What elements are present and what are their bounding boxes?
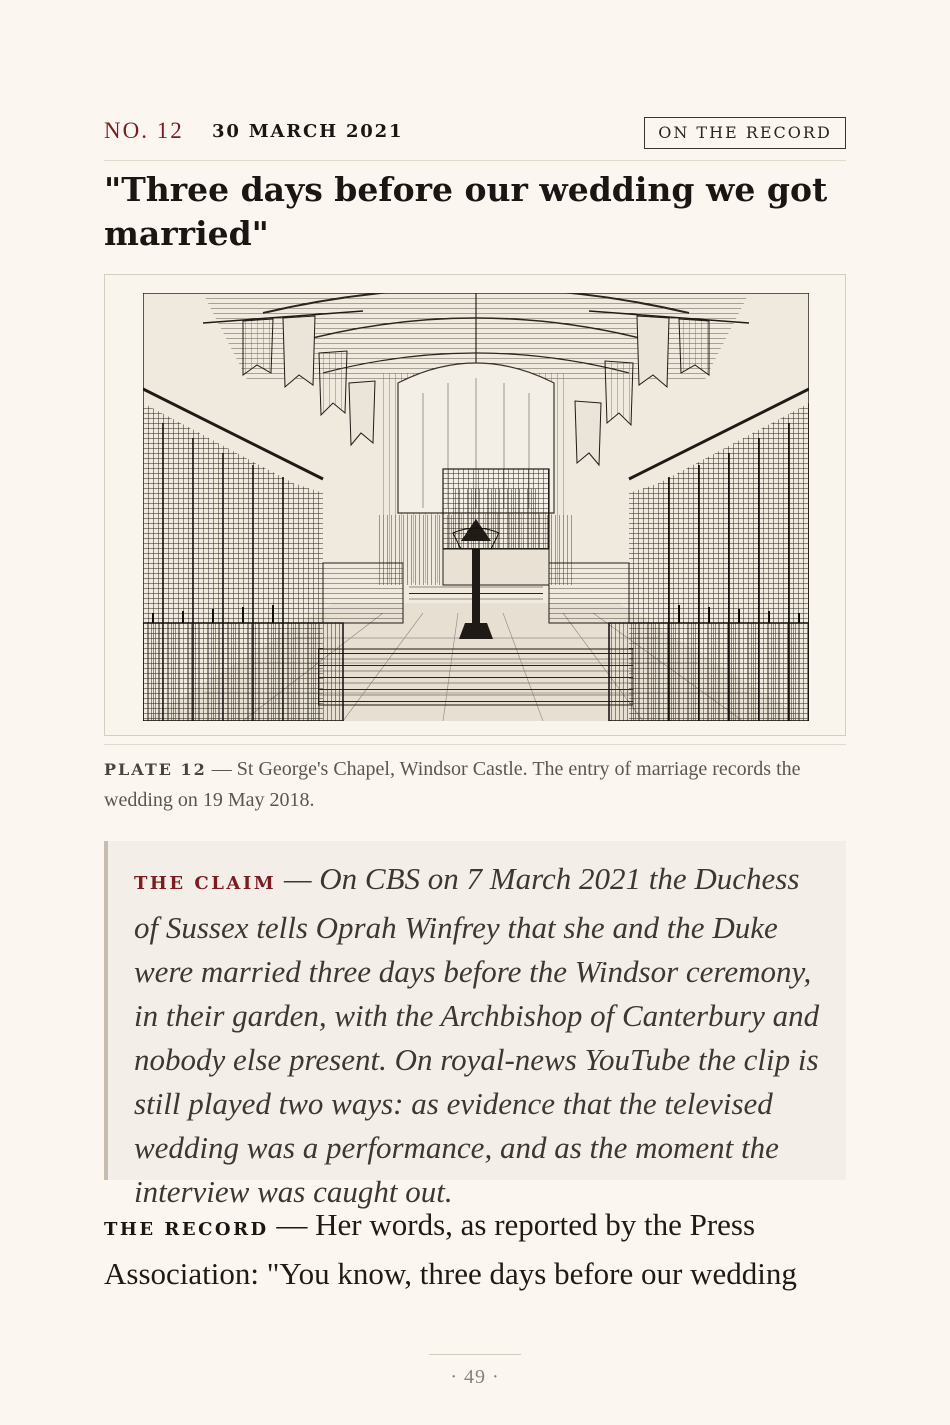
issue-date: 30 MARCH 2021 [212, 121, 404, 142]
claim-text: — On CBS on 7 March 2021 the Duchess of Sussex tells Oprah Winfrey that she and the Duke were married three days before the Windsor ceremony, in their garden, with the Archbishop of Canterbury and nobody else present. On royal-news YouTube the clip is still played two ways: as evidence that the televised wedding was a performance, and as the moment the interview was caught out. [134, 861, 820, 1209]
caption-text: — St George's Chapel, Windsor Castle. The entry of marriage records the wedding on 19 May 2018. [104, 758, 801, 811]
plate-label: PLATE 12 [104, 760, 207, 779]
claim-blockquote [104, 841, 846, 1209]
page-number: · 49 · [450, 1366, 500, 1388]
claim-paragraph [134, 857, 830, 1214]
record-text: — Her words, as reported by the Press Association: "You know, three days before our wedding [104, 1207, 797, 1291]
folio-divider [429, 1354, 521, 1355]
section-badge: ON THE RECORD [644, 117, 846, 149]
masthead [104, 118, 846, 161]
claim-label: THE CLAIM [134, 873, 277, 894]
plate-figure [104, 274, 846, 736]
record-label: THE RECORD [104, 1219, 269, 1240]
figure-divider [104, 744, 846, 745]
issue-number: NO. 12 [104, 118, 184, 143]
headline: "Three days before our wedding we got married" [104, 170, 828, 253]
figure-caption [104, 754, 846, 815]
chapel-engraving-image [143, 293, 809, 721]
article-page [104, 0, 846, 1425]
record-paragraph [104, 1203, 846, 1296]
